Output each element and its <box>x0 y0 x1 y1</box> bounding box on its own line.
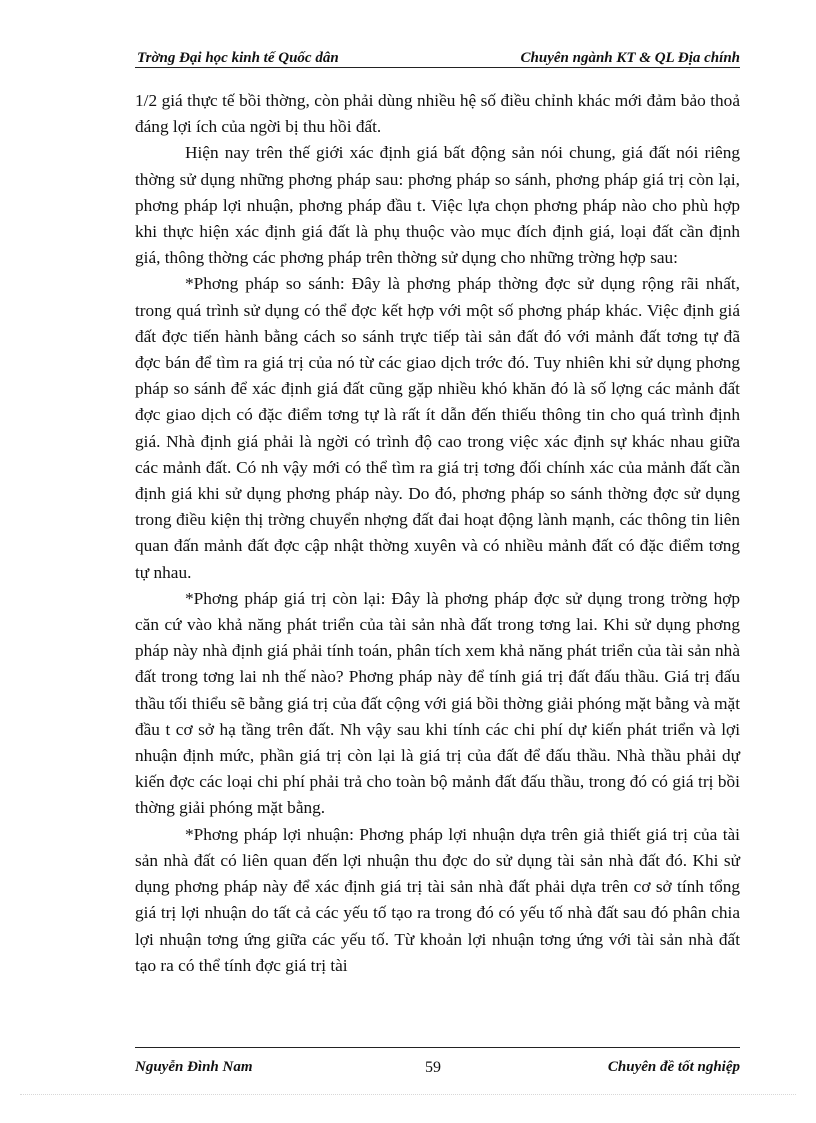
page-header <box>135 47 740 68</box>
paragraph-profit-method: *Phơng pháp lợi nhuận: Phơng pháp lợi nhuận dựa trên giả thiết giá trị của tài sản nhà đất có liên quan đến lợi nhuận thu đợc do sử dụng tài sản nhà đất đó. Khi sử dụng phơng pháp này để xác định giá trị tài sản nhà đất phải dựa trên cơ sở tính tổng giá trị lợi nhuận do tất cả các yếu tố tạo ra trong đó có yếu tố nhà đất sau đó phân chia lợi nhuận tơng ứng giữa các yếu tố. Từ khoản lợi nhuận tơng ứng với tài sản nhà đất tạo ra có thể tính đợc giá trị tài <box>135 824 740 975</box>
paragraph-residual-method: *Phơng pháp giá trị còn lại: Đây là phơng pháp đợc sử dụng trong trờng hợp căn cứ vào khả năng phát triển của tài sản nhà đất trong tơng lai. Khi sử dụng phơng pháp này nhà định giá phải tính toán, phân tích xem khả năng phát triển của tài sản nhà đất trong tơng lai nh thế nào? Phơng pháp này để tính giá trị đất đấu thầu. Giá trị đấu thầu tối thiểu sẽ bằng giá trị của đất cộng với giá bồi thờng giải phóng mặt bằng và mặt đầu t cơ sở hạ tầng trên đất. Nh vậy sau khi tính các chi phí dự kiến phát triển và lợi nhuận định mức, phần giá trị còn lại là giá trị của đất để đấu thầu. Nhà thầu phải dự kiến đợc các loại chi phí phải trả cho toàn bộ mảnh đất đấu thầu, trong đó có giá trị bồi thờng giải phóng mặt bằng. <box>135 588 740 818</box>
document-body <box>135 88 740 979</box>
footer-divider <box>135 1047 740 1048</box>
paragraph-continuation: 1/2 giá thực tế bồi thờng, còn phải dùng nhiều hệ số điều chỉnh khác mới đảm bảo thoả đáng lợi ích của ngời bị thu hồi đất. <box>135 91 740 137</box>
footer-author: Nguyễn Đình Nam <box>135 1059 253 1075</box>
footer-doc-type: Chuyên đề tốt nghiệp <box>607 1059 740 1075</box>
paragraph-comparison-method: *Phơng pháp so sánh: Đây là phơng pháp thờng đợc sử dụng rộng rãi nhất, trong quá trình sử dụng có thể đợc kết hợp với một số phơng pháp khác. Việc định giá đất đợc tiến hành bằng cách so sánh trực tiếp tài sản đất đó với mảnh đất tơng tự đã đợc bán để tìm ra giá trị của nó từ các giao dịch trớc đó. Tuy nhiên khi sử dụng phơng pháp so sánh để xác định giá đất cũng gặp nhiều khó khăn đó là số lợng các mảnh đất đợc giao dịch có đặc điểm tơng tự là rất ít dẫn đến thiếu thông tin cho quá trình định giá. Nhà định giá phải là ngời có trình độ cao trong việc xác định sự khác nhau giữa các mảnh đất. Có nh vậy mới có thể tìm ra giá trị tơng đối chính xác của mảnh đất cần định giá khi sử dụng phơng pháp này. Do đó, phơng pháp so sánh thờng đợc sử dụng trong điều kiện thị trờng chuyển nhợng đất đai hoạt động lành mạnh, các thông tin liên quan đấn mảnh đất đợc cập nhật thờng xuyên và có nhiều mảnh đất có đặc điểm tơng tự nhau. <box>135 274 740 582</box>
paragraph-intro-methods: Hiện nay trên thế giới xác định giá bất động sản nói chung, giá đất nói riêng thờng sử dụng những phơng pháp sau: phơng pháp so sánh, phơng pháp giá trị còn lại, phơng pháp lợi nhuận, phơng pháp đầu t. Việc lựa chọn phơng pháp nào cho phù hợp khi thực hiện xác định giá đất là phụ thuộc vào mục đích định giá, loại đất cần định giá, thông thờng các phơng pháp trên thờng sử dụng cho những trờng hợp sau: <box>135 143 740 268</box>
header-university: Trờng Đại học kinh tế Quốc dân <box>137 50 339 66</box>
page-footer <box>135 1059 740 1081</box>
header-major: Chuyên ngành KT & QL Địa chính <box>520 50 740 66</box>
page-edge-divider <box>20 1094 796 1095</box>
page-number: 59 <box>425 1059 441 1076</box>
